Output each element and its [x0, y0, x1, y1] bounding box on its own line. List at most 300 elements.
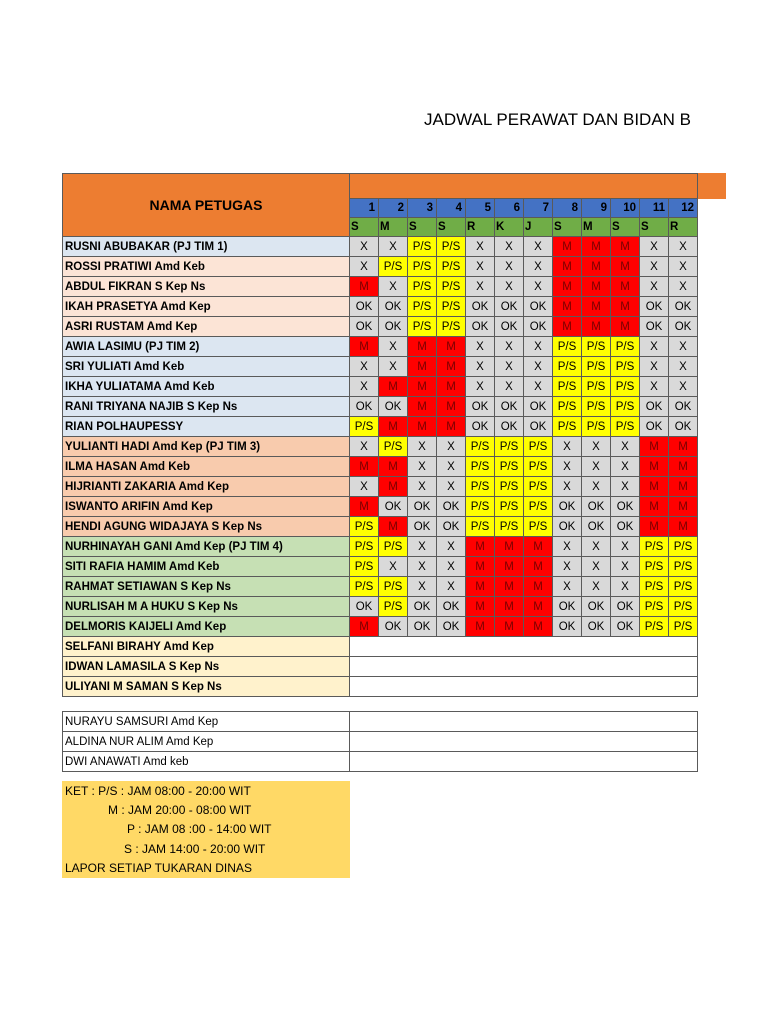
shift-cell: X	[524, 337, 553, 357]
shift-cell: X	[611, 457, 640, 477]
shift-cell: OK	[437, 517, 466, 537]
day-of-week: M	[379, 218, 408, 237]
shift-cell: P/S	[495, 517, 524, 537]
shift-cell: OK	[466, 397, 495, 417]
shift-cell: OK	[466, 417, 495, 437]
staff-name: ALDINA NUR ALIM Amd Kep	[63, 732, 350, 752]
shift-cell: M	[640, 497, 669, 517]
staff-row	[63, 457, 698, 477]
day-of-week: S	[437, 218, 466, 237]
shift-cell: P/S	[495, 497, 524, 517]
shift-cell: OK	[495, 297, 524, 317]
day-number: 7	[524, 199, 553, 218]
shift-cell: X	[350, 257, 379, 277]
shift-cell: P/S	[611, 377, 640, 397]
shift-cell: P/S	[408, 297, 437, 317]
shift-cell: X	[669, 257, 698, 277]
shift-cell: M	[379, 477, 408, 497]
shift-cell: X	[466, 377, 495, 397]
shift-cell: M	[495, 537, 524, 557]
shift-cell: X	[437, 477, 466, 497]
staff-row	[63, 477, 698, 497]
shift-cell: M	[524, 577, 553, 597]
shift-cell: P/S	[379, 597, 408, 617]
shift-cell: OK	[553, 497, 582, 517]
shift-cell: X	[408, 557, 437, 577]
shift-cell: X	[379, 557, 408, 577]
shift-cell: X	[524, 277, 553, 297]
shift-cell: P/S	[524, 477, 553, 497]
shift-cell: P/S	[524, 517, 553, 537]
staff-name: IDWAN LAMASILA S Kep Ns	[63, 657, 350, 677]
shift-cell: X	[437, 537, 466, 557]
shift-cell: P/S	[524, 457, 553, 477]
shift-cell: M	[640, 517, 669, 537]
shift-cell: M	[379, 457, 408, 477]
shift-cell: OK	[524, 397, 553, 417]
staff-name: ILMA HASAN Amd Keb	[63, 457, 350, 477]
shift-cell: M	[437, 337, 466, 357]
shift-cell: X	[640, 257, 669, 277]
day-of-week: S	[350, 218, 379, 237]
empty-schedule	[350, 732, 698, 752]
shift-cell: X	[437, 437, 466, 457]
shift-cell: X	[524, 237, 553, 257]
shift-cell: P/S	[582, 397, 611, 417]
shift-cell: X	[582, 557, 611, 577]
shift-cell: OK	[582, 497, 611, 517]
shift-cell: OK	[408, 617, 437, 637]
shift-cell: P/S	[466, 457, 495, 477]
staff-row	[63, 752, 698, 772]
legend-ket: KET : P/S : JAM 08:00 - 20:00 WIT	[65, 784, 251, 798]
day-number: 9	[582, 199, 611, 218]
staff-row	[63, 537, 698, 557]
shift-cell: OK	[495, 417, 524, 437]
shift-cell: M	[640, 477, 669, 497]
shift-cell: OK	[379, 397, 408, 417]
shift-cell: P/S	[524, 497, 553, 517]
shift-cell: X	[466, 357, 495, 377]
shift-cell: OK	[495, 317, 524, 337]
shift-cell: M	[437, 357, 466, 377]
shift-cell: P/S	[669, 617, 698, 637]
shift-cell: P/S	[553, 417, 582, 437]
shift-cell: X	[408, 477, 437, 497]
shift-cell: P/S	[582, 417, 611, 437]
shift-cell: OK	[640, 397, 669, 417]
shift-cell: P/S	[611, 397, 640, 417]
day-of-week: S	[553, 218, 582, 237]
shift-cell: M	[611, 317, 640, 337]
shift-cell: OK	[524, 417, 553, 437]
day-number: 5	[466, 199, 495, 218]
shift-cell: X	[611, 437, 640, 457]
shift-cell: M	[350, 457, 379, 477]
shift-cell: M	[466, 597, 495, 617]
staff-row	[63, 577, 698, 597]
shift-cell: OK	[611, 617, 640, 637]
shift-cell: P/S	[466, 437, 495, 457]
shift-cell: P/S	[437, 257, 466, 277]
shift-cell: OK	[466, 297, 495, 317]
shift-cell: M	[640, 457, 669, 477]
shift-cell: M	[582, 317, 611, 337]
shift-cell: X	[350, 357, 379, 377]
shift-cell: X	[640, 277, 669, 297]
shift-cell: OK	[640, 297, 669, 317]
shift-cell: X	[495, 257, 524, 277]
shift-cell: X	[553, 537, 582, 557]
staff-name: ROSSI PRATIWI Amd Keb	[63, 257, 350, 277]
staff-row	[63, 417, 698, 437]
shift-cell: X	[437, 577, 466, 597]
staff-row	[63, 557, 698, 577]
staff-name: DWI ANAWATI Amd keb	[63, 752, 350, 772]
staff-row	[63, 377, 698, 397]
shift-cell: X	[524, 257, 553, 277]
shift-cell: P/S	[379, 437, 408, 457]
shift-cell: P/S	[408, 257, 437, 277]
shift-cell: M	[553, 237, 582, 257]
day-of-week: J	[524, 218, 553, 237]
shift-cell: X	[611, 537, 640, 557]
shift-cell: P/S	[611, 417, 640, 437]
day-of-week: R	[466, 218, 495, 237]
day-number: 12	[669, 199, 698, 218]
staff-name: HIJRIANTI ZAKARIA Amd Kep	[63, 477, 350, 497]
shift-cell: M	[582, 237, 611, 257]
shift-cell: M	[495, 597, 524, 617]
staff-row	[63, 237, 698, 257]
shift-cell: M	[437, 417, 466, 437]
shift-cell: OK	[437, 597, 466, 617]
shift-cell: OK	[582, 517, 611, 537]
day-of-week: K	[495, 218, 524, 237]
shift-cell: M	[553, 297, 582, 317]
legend-s: S : JAM 14:00 - 20:00 WIT	[124, 842, 266, 856]
shift-cell: M	[466, 617, 495, 637]
shift-cell: OK	[379, 317, 408, 337]
shift-cell: M	[350, 617, 379, 637]
legend-note: LAPOR SETIAP TUKARAN DINAS	[65, 861, 252, 875]
shift-cell: X	[640, 237, 669, 257]
day-number: 10	[611, 199, 640, 218]
staff-name: IKAH PRASETYA Amd Kep	[63, 297, 350, 317]
shift-cell: P/S	[553, 357, 582, 377]
legend-m: M : JAM 20:00 - 08:00 WIT	[108, 803, 252, 817]
shift-cell: M	[524, 557, 553, 577]
empty-schedule	[350, 637, 698, 657]
staff-row	[63, 657, 698, 677]
day-number: 2	[379, 199, 408, 218]
shift-cell: M	[611, 297, 640, 317]
shift-cell: OK	[669, 397, 698, 417]
shift-cell: M	[350, 497, 379, 517]
day-of-week: M	[582, 218, 611, 237]
shift-cell: M	[669, 457, 698, 477]
shift-cell: OK	[524, 297, 553, 317]
shift-cell: X	[495, 277, 524, 297]
shift-cell: OK	[611, 597, 640, 617]
day-number: 6	[495, 199, 524, 218]
shift-cell: OK	[582, 617, 611, 637]
shift-cell: P/S	[437, 297, 466, 317]
shift-cell: P/S	[466, 497, 495, 517]
staff-row	[63, 337, 698, 357]
shift-cell: M	[437, 397, 466, 417]
shift-cell: M	[495, 617, 524, 637]
shift-cell: P/S	[669, 577, 698, 597]
shift-cell: OK	[408, 497, 437, 517]
shift-cell: X	[466, 257, 495, 277]
shift-cell: P/S	[350, 577, 379, 597]
shift-cell: OK	[350, 297, 379, 317]
shift-cell: OK	[553, 597, 582, 617]
staff-name: RUSNI ABUBAKAR (PJ TIM 1)	[63, 237, 350, 257]
staff-name: RANI TRIYANA NAJIB S Kep Ns	[63, 397, 350, 417]
staff-name: ISWANTO ARIFIN Amd Kep	[63, 497, 350, 517]
shift-cell: P/S	[553, 377, 582, 397]
shift-cell: M	[466, 577, 495, 597]
legend-p: P : JAM 08 :00 - 14:00 WIT	[127, 822, 272, 836]
shift-cell: X	[553, 437, 582, 457]
shift-cell: P/S	[466, 477, 495, 497]
shift-cell: OK	[379, 297, 408, 317]
staff-row	[63, 732, 698, 752]
staff-name: NURLISAH M A HUKU S Kep Ns	[63, 597, 350, 617]
shift-cell: M	[379, 517, 408, 537]
shift-cell: M	[640, 437, 669, 457]
shift-cell: P/S	[350, 517, 379, 537]
shift-cell: P/S	[669, 537, 698, 557]
day-of-week: S	[408, 218, 437, 237]
shift-cell: X	[524, 377, 553, 397]
shift-cell: OK	[524, 317, 553, 337]
shift-cell: X	[350, 237, 379, 257]
shift-cell: X	[408, 537, 437, 557]
shift-cell: X	[553, 477, 582, 497]
shift-cell: M	[495, 577, 524, 597]
staff-row	[63, 517, 698, 537]
shift-cell: OK	[553, 617, 582, 637]
shift-cell: X	[350, 377, 379, 397]
shift-cell: M	[350, 337, 379, 357]
shift-cell: X	[669, 337, 698, 357]
shift-cell: M	[582, 277, 611, 297]
staff-row	[63, 712, 698, 732]
staff-name: NURHINAYAH GANI Amd Kep (PJ TIM 4)	[63, 537, 350, 557]
shift-cell: P/S	[640, 537, 669, 557]
shift-cell: M	[524, 597, 553, 617]
staff-row	[63, 677, 698, 697]
shift-cell: X	[524, 357, 553, 377]
shift-cell: M	[466, 537, 495, 557]
shift-cell: P/S	[350, 557, 379, 577]
shift-cell: OK	[437, 617, 466, 637]
shift-cell: M	[379, 417, 408, 437]
shift-cell: P/S	[408, 237, 437, 257]
shift-cell: OK	[669, 417, 698, 437]
shift-cell: X	[466, 337, 495, 357]
shift-cell: P/S	[350, 537, 379, 557]
shift-cell: X	[611, 577, 640, 597]
shift-cell: OK	[582, 597, 611, 617]
staff-name: ULIYANI M SAMAN S Kep Ns	[63, 677, 350, 697]
empty-schedule	[350, 677, 698, 697]
shift-cell: X	[553, 577, 582, 597]
staff-name: SITI RAFIA HAMIM Amd Keb	[63, 557, 350, 577]
shift-cell: X	[669, 357, 698, 377]
staff-name: SELFANI BIRAHY Amd Kep	[63, 637, 350, 657]
staff-name: HENDI AGUNG WIDAJAYA S Kep Ns	[63, 517, 350, 537]
shift-cell: OK	[669, 317, 698, 337]
staff-row	[63, 297, 698, 317]
shift-cell: X	[611, 477, 640, 497]
staff-row	[63, 497, 698, 517]
shift-cell: M	[408, 377, 437, 397]
shift-cell: M	[466, 557, 495, 577]
day-number: 1	[350, 199, 379, 218]
shift-cell: X	[408, 577, 437, 597]
shift-cell: P/S	[379, 257, 408, 277]
staff-row	[63, 257, 698, 277]
shift-cell: M	[408, 337, 437, 357]
shift-cell: M	[553, 317, 582, 337]
shift-cell: X	[437, 557, 466, 577]
shift-cell: X	[582, 537, 611, 557]
shift-cell: OK	[495, 397, 524, 417]
staff-name: DELMORIS KAIJELI Amd Kep	[63, 617, 350, 637]
staff-row	[63, 397, 698, 417]
shift-cell: X	[553, 557, 582, 577]
shift-cell: P/S	[582, 337, 611, 357]
staff-name: SRI YULIATI Amd Keb	[63, 357, 350, 377]
shift-cell: X	[379, 237, 408, 257]
shift-cell: M	[408, 397, 437, 417]
shift-cell: P/S	[466, 517, 495, 537]
staff-row	[63, 597, 698, 617]
shift-cell: X	[350, 477, 379, 497]
shift-cell: M	[379, 377, 408, 397]
shift-cell: X	[611, 557, 640, 577]
shift-cell: OK	[640, 417, 669, 437]
empty-schedule	[350, 712, 698, 732]
shift-cell: P/S	[495, 457, 524, 477]
shift-cell: P/S	[640, 577, 669, 597]
shift-cell: X	[553, 457, 582, 477]
shift-cell: OK	[611, 517, 640, 537]
shift-cell: P/S	[437, 317, 466, 337]
shift-cell: OK	[379, 497, 408, 517]
shift-cell: P/S	[582, 357, 611, 377]
shift-cell: X	[669, 277, 698, 297]
shift-cell: M	[524, 537, 553, 557]
row-gap	[63, 697, 698, 712]
legend-box	[62, 781, 350, 878]
shift-cell: M	[495, 557, 524, 577]
day-number: 3	[408, 199, 437, 218]
shift-cell: P/S	[553, 397, 582, 417]
shift-cell: P/S	[408, 317, 437, 337]
shift-cell: OK	[350, 597, 379, 617]
shift-cell: M	[611, 237, 640, 257]
staff-name: RAHMAT SETIAWAN S Kep Ns	[63, 577, 350, 597]
header-band	[350, 174, 698, 199]
shift-cell: P/S	[669, 597, 698, 617]
header-extension-block	[698, 173, 726, 199]
shift-cell: P/S	[582, 377, 611, 397]
shift-cell: P/S	[669, 557, 698, 577]
shift-cell: X	[379, 357, 408, 377]
shift-cell: X	[640, 377, 669, 397]
empty-schedule	[350, 752, 698, 772]
shift-cell: P/S	[640, 557, 669, 577]
column-header-name: NAMA PETUGAS	[63, 174, 350, 237]
day-number: 8	[553, 199, 582, 218]
shift-cell: M	[524, 617, 553, 637]
shift-cell: X	[350, 437, 379, 457]
shift-cell: P/S	[350, 417, 379, 437]
day-of-week: R	[669, 218, 698, 237]
shift-cell: P/S	[379, 577, 408, 597]
shift-cell: X	[582, 577, 611, 597]
shift-cell: P/S	[495, 437, 524, 457]
page-title: JADWAL PERAWAT DAN BIDAN B	[424, 110, 692, 129]
shift-cell: M	[553, 257, 582, 277]
shift-cell: OK	[437, 497, 466, 517]
shift-cell: P/S	[408, 277, 437, 297]
shift-cell: X	[408, 437, 437, 457]
shift-cell: P/S	[640, 617, 669, 637]
shift-cell: P/S	[437, 277, 466, 297]
shift-cell: P/S	[611, 357, 640, 377]
shift-cell: X	[582, 477, 611, 497]
shift-cell: P/S	[611, 337, 640, 357]
day-of-week: S	[611, 218, 640, 237]
day-number: 4	[437, 199, 466, 218]
shift-cell: X	[640, 337, 669, 357]
shift-cell: X	[437, 457, 466, 477]
shift-cell: M	[611, 277, 640, 297]
shift-cell: P/S	[553, 337, 582, 357]
shift-cell: M	[669, 437, 698, 457]
shift-cell: P/S	[640, 597, 669, 617]
staff-name: ASRI RUSTAM Amd Kep	[63, 317, 350, 337]
shift-cell: OK	[466, 317, 495, 337]
shift-cell: X	[669, 237, 698, 257]
empty-schedule	[350, 657, 698, 677]
shift-cell: OK	[379, 617, 408, 637]
staff-row	[63, 437, 698, 457]
shift-cell: OK	[611, 497, 640, 517]
shift-cell: P/S	[495, 477, 524, 497]
shift-cell: X	[379, 277, 408, 297]
shift-cell: P/S	[437, 237, 466, 257]
staff-row	[63, 277, 698, 297]
shift-cell: M	[437, 377, 466, 397]
shift-cell: X	[640, 357, 669, 377]
shift-cell: OK	[408, 517, 437, 537]
day-of-week: S	[640, 218, 669, 237]
shift-cell: M	[408, 357, 437, 377]
shift-cell: M	[669, 477, 698, 497]
shift-cell: M	[582, 257, 611, 277]
shift-cell: OK	[669, 297, 698, 317]
shift-cell: M	[669, 497, 698, 517]
shift-cell: M	[553, 277, 582, 297]
shift-cell: X	[495, 377, 524, 397]
